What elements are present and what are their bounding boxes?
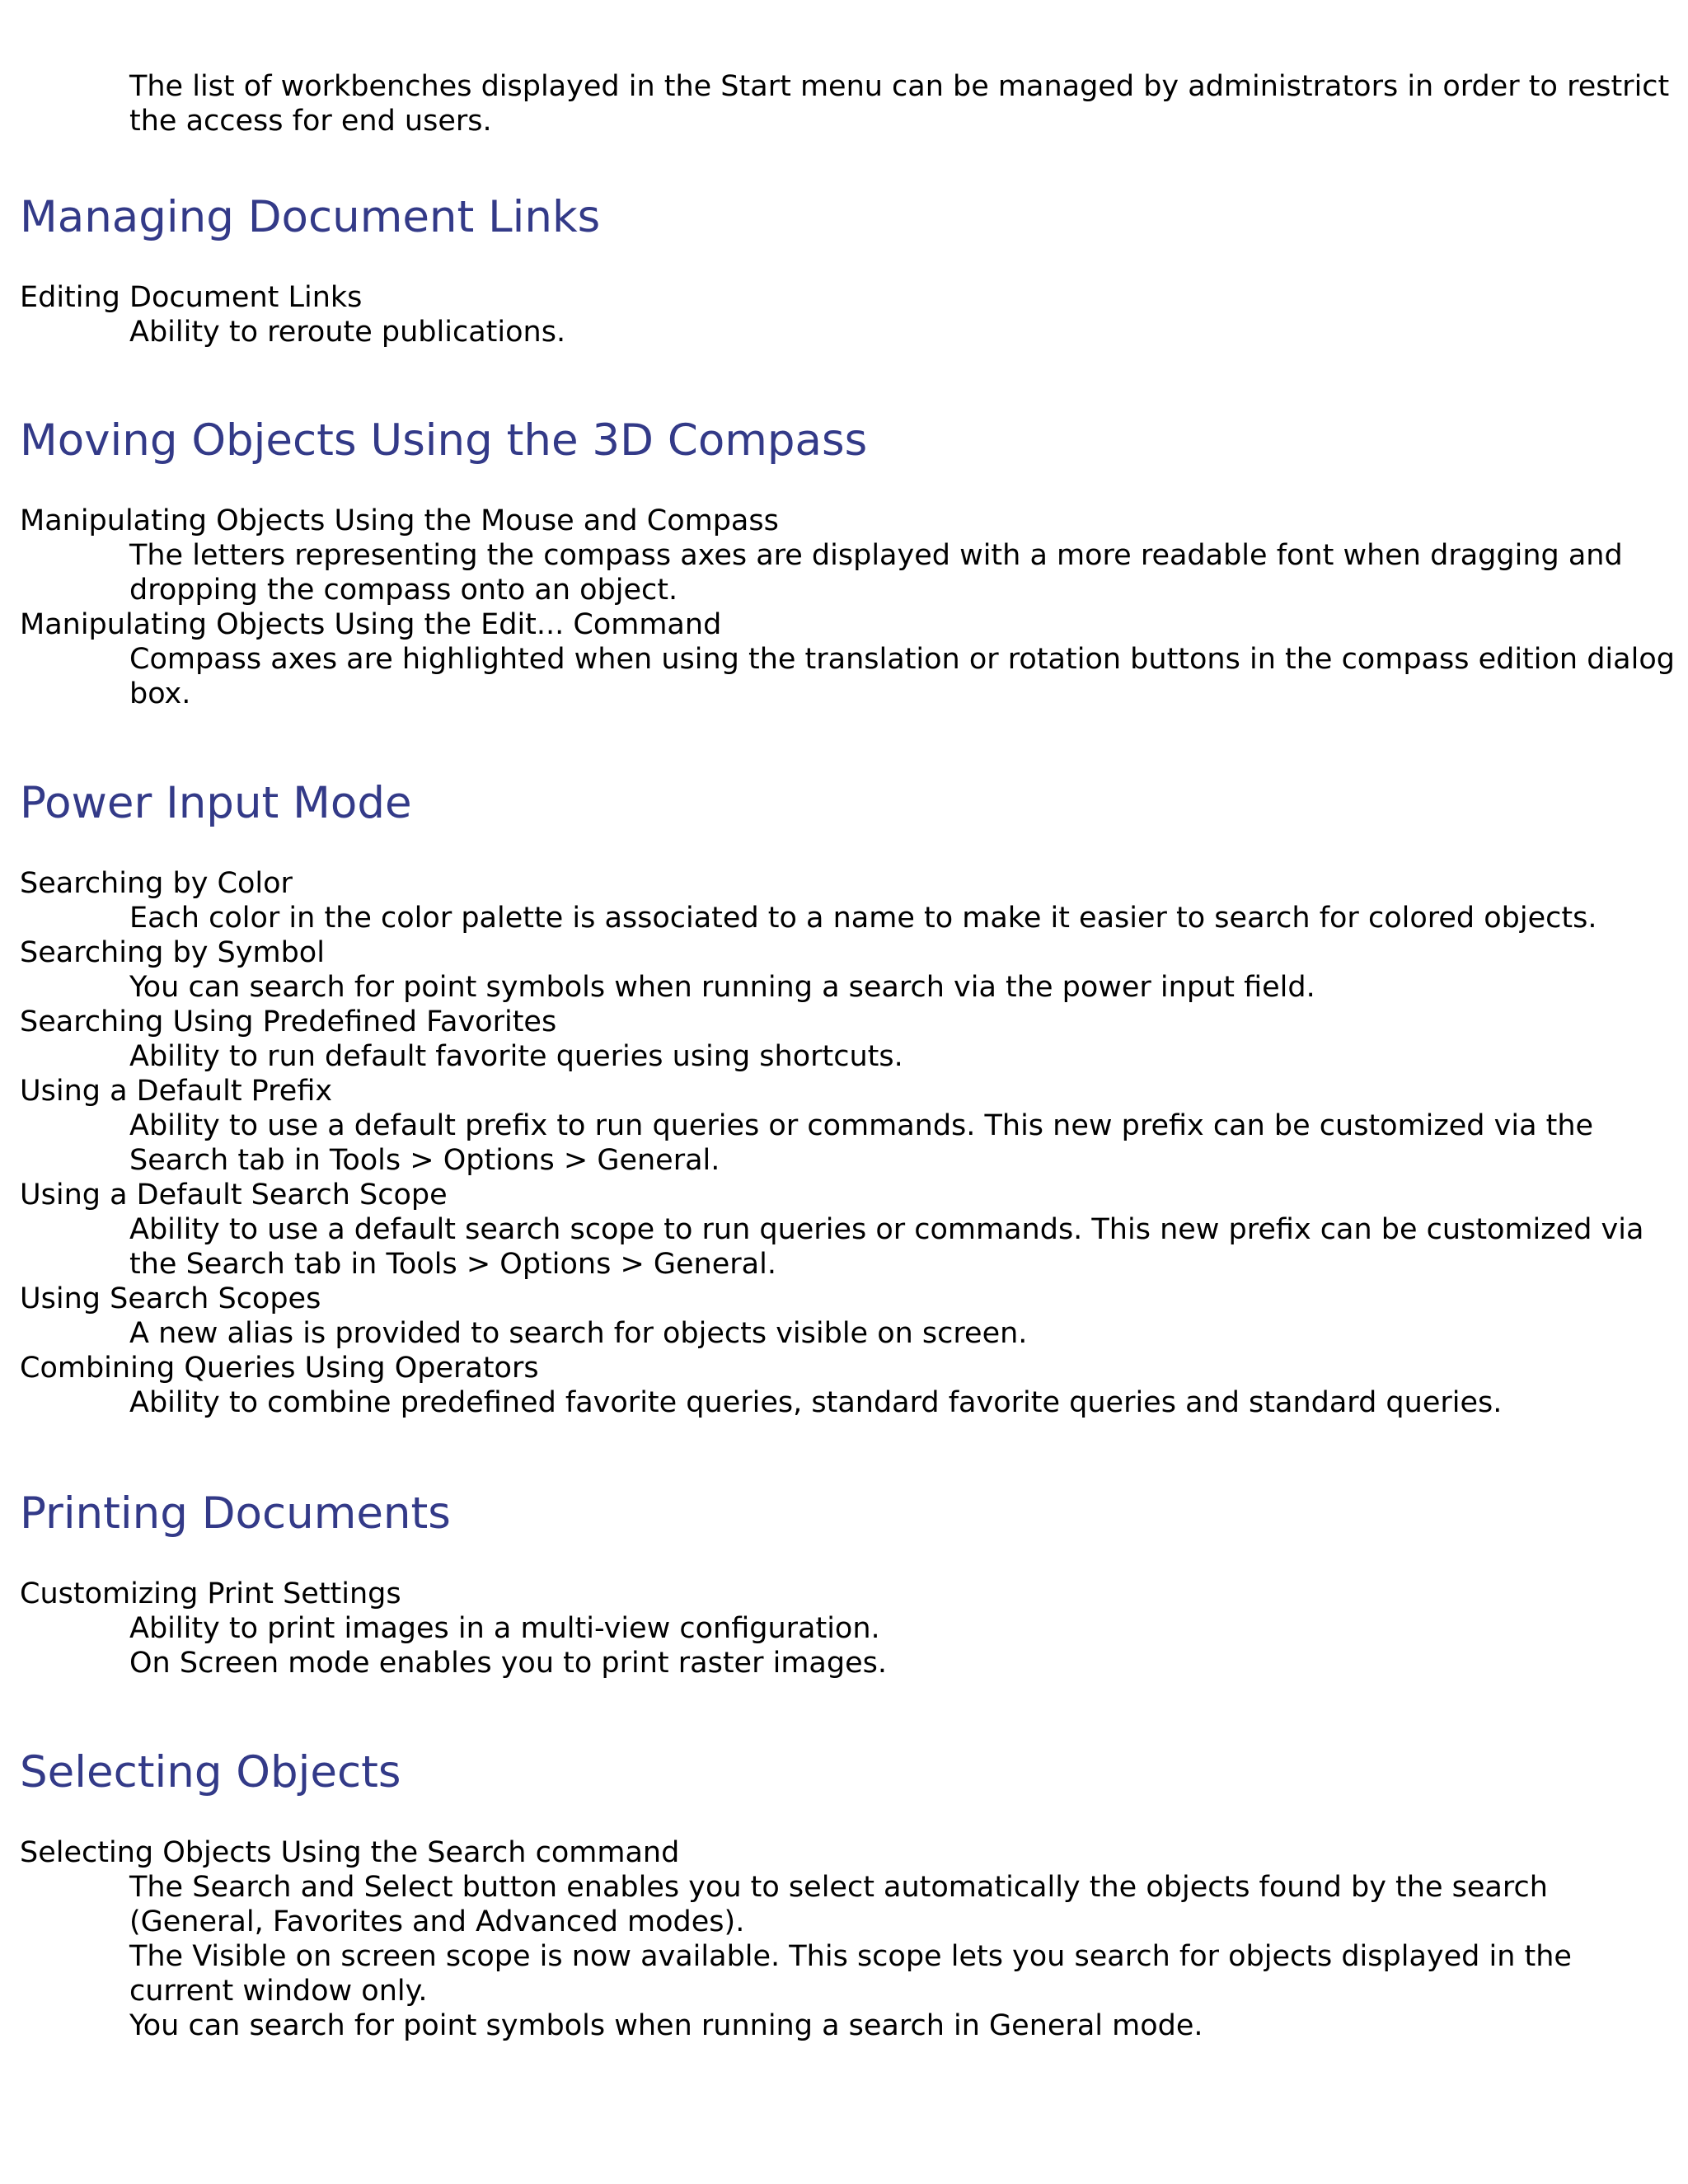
section-power-input-mode (20, 777, 1676, 1420)
entry-term: Manipulating Objects Using the Edit... Command (20, 608, 722, 641)
entry (20, 935, 1676, 1005)
entry-term: Using a Default Prefix (20, 1075, 333, 1108)
entry-term: Editing Document Links (20, 281, 363, 314)
description-line: You can search for point symbols when running a search in General mode. (129, 2009, 1203, 2042)
entry (20, 280, 1676, 349)
description-line: The Search and Select button enables you to select automatically the objects found by the search (General, Favorites and Advanced modes). (129, 1871, 1548, 1938)
entry-description (129, 315, 1676, 349)
entry (20, 1178, 1676, 1282)
entry-description (129, 1611, 1676, 1680)
description-line: Compass axes are highlighted when using the translation or rotation buttons in the compass edition dialog box. (129, 643, 1675, 710)
description-line: Each color in the color palette is associated to a name to make it easier to search for colored objects. (129, 902, 1597, 935)
entry-term: Customizing Print Settings (20, 1577, 401, 1610)
entry-term: Searching Using Predefined Favorites (20, 1005, 557, 1038)
section-heading: Managing Document Links (20, 192, 601, 242)
description-line: A new alias is provided to search for objects visible on screen. (129, 1317, 1028, 1350)
entry-description (129, 1385, 1676, 1420)
entry (20, 1005, 1676, 1074)
entry-list (20, 1835, 1676, 2043)
entry-term: Using a Default Search Scope (20, 1179, 448, 1212)
section-printing-documents (20, 1488, 1676, 1680)
entry-term: Combining Queries Using Operators (20, 1352, 539, 1385)
section-selecting-objects (20, 1746, 1676, 2043)
intro-paragraph: The list of workbenches displayed in the Start menu can be managed by administrators in order to restrict the access for end users. (129, 70, 1670, 138)
entry-term: Using Search Scopes (20, 1282, 321, 1315)
description-line: Ability to print images in a multi-view configuration. (129, 1612, 880, 1645)
entry-description (129, 1212, 1676, 1282)
section-heading: Power Input Mode (20, 778, 412, 828)
description-line: The letters representing the compass axes are displayed with a more readable font when dragging and dropping the compass onto an object. (129, 539, 1623, 607)
entry-list (20, 504, 1676, 711)
entry-term: Manipulating Objects Using the Mouse and Compass (20, 504, 779, 537)
entry-list (20, 1577, 1676, 1680)
entry-description (129, 970, 1676, 1005)
entry-description (129, 1108, 1676, 1178)
section-moving-objects-3d-compass (20, 415, 1676, 711)
entry-term: Searching by Symbol (20, 936, 325, 969)
entry-term: Searching by Color (20, 867, 293, 900)
section-heading: Selecting Objects (20, 1747, 401, 1797)
description-line: On Screen mode enables you to print raster images. (129, 1647, 887, 1680)
entry (20, 866, 1676, 935)
entry-description (129, 1316, 1676, 1351)
description-line: You can search for point symbols when running a search via the power input field. (129, 971, 1315, 1004)
entry-description (129, 1039, 1676, 1074)
entry-description (129, 901, 1676, 935)
entry (20, 504, 1676, 607)
description-line: Ability to use a default search scope to run queries or commands. This new prefix can be customized via the Search tab in Tools > Options > General. (129, 1213, 1644, 1281)
description-line: Ability to reroute publications. (129, 316, 566, 349)
entry-description (129, 538, 1676, 607)
description-line: Ability to use a default prefix to run queries or commands. This new prefix can be customized via the Search tab in Tools > Options > General. (129, 1109, 1594, 1177)
description-line: Ability to combine predefined favorite queries, standard favorite queries and standard queries. (129, 1386, 1503, 1419)
description-line: Ability to run default favorite queries using shortcuts. (129, 1040, 903, 1073)
entry (20, 607, 1676, 711)
entry-term: Selecting Objects Using the Search command (20, 1836, 680, 1869)
section-heading: Printing Documents (20, 1488, 451, 1539)
entry-description (129, 1870, 1676, 2043)
entry-list (20, 280, 1676, 349)
entry-list (20, 866, 1676, 1420)
entry-description (129, 642, 1676, 711)
entry (20, 1835, 1676, 2043)
description-line: The Visible on screen scope is now available. This scope lets you search for objects displayed in the current window only. (129, 1940, 1572, 2008)
section-heading: Moving Objects Using the 3D Compass (20, 415, 868, 466)
entry (20, 1351, 1676, 1420)
section-managing-document-links (20, 191, 1676, 349)
entry (20, 1282, 1676, 1351)
entry (20, 1577, 1676, 1680)
entry (20, 1074, 1676, 1178)
